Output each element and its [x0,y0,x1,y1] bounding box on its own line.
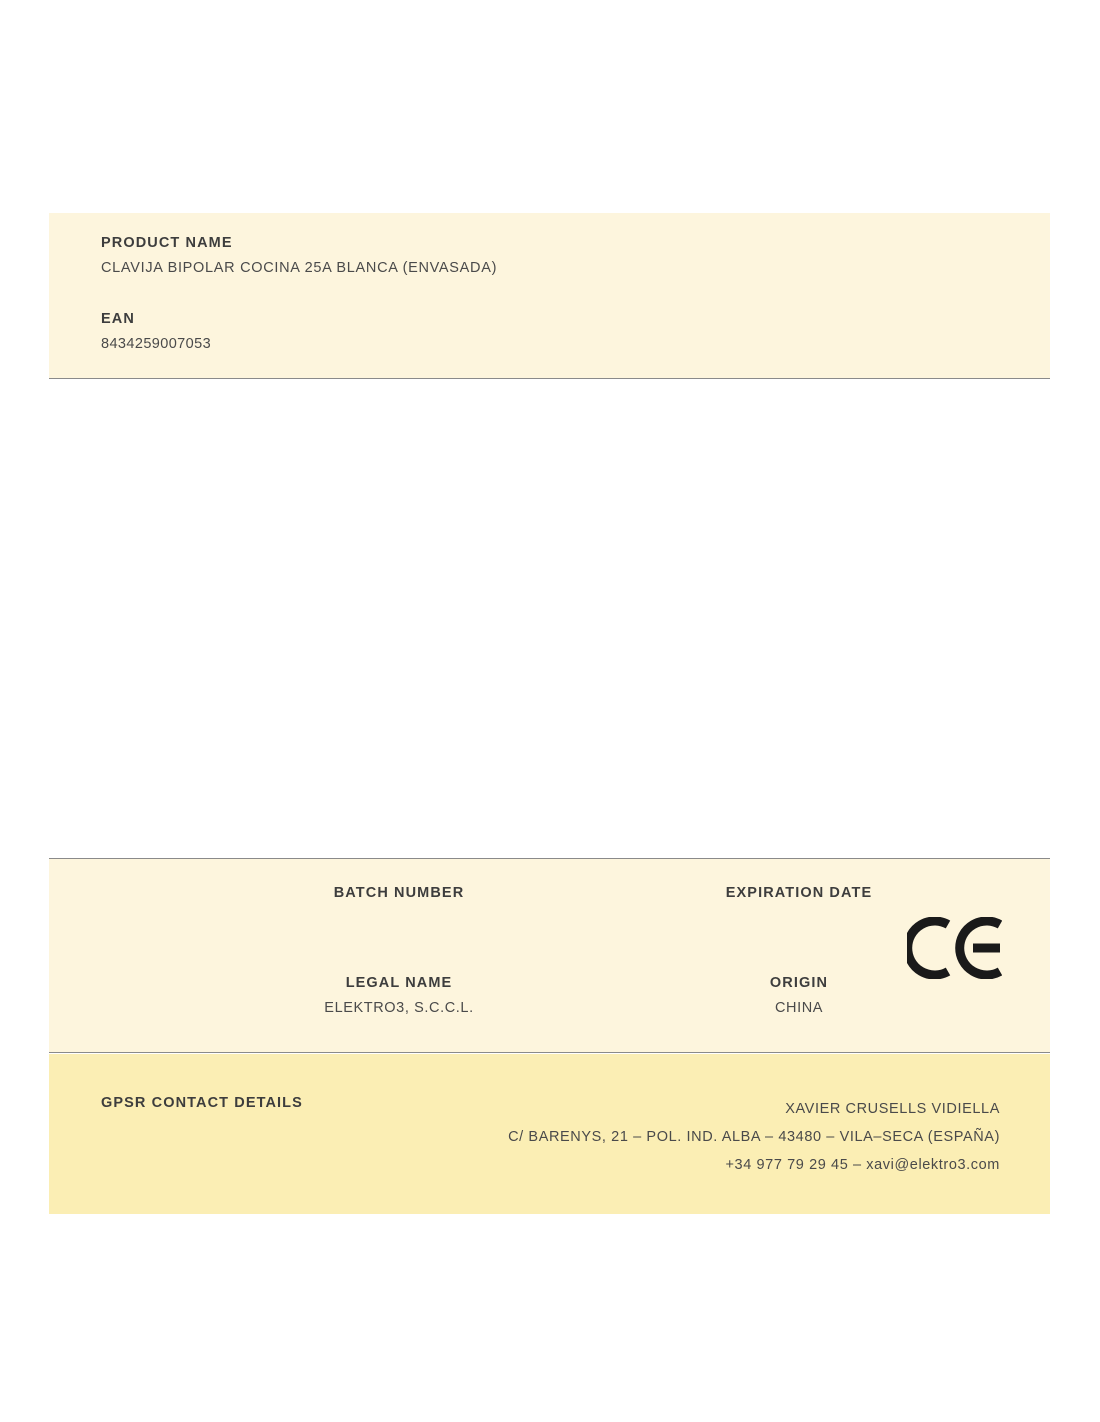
batch-number-cell [229,885,569,910]
product-meta-block [49,858,1050,1053]
gpsr-contact-block [49,1054,1050,1214]
product-info-block [49,213,1050,379]
ce-marking-icon [907,917,1002,979]
batch-number-label: BATCH NUMBER [333,885,465,901]
origin-value: CHINA [774,1000,824,1016]
gpsr-contact-name: XAVIER CRUSELLS VIDIELLA [785,1101,1000,1117]
product-name-row [49,235,1050,276]
origin-label: ORIGIN [769,975,829,991]
ean-value: 8434259007053 [101,336,212,352]
expiration-date-label: EXPIRATION DATE [725,885,873,901]
product-name-label: PRODUCT NAME [101,235,233,251]
expiration-date-cell [629,885,969,910]
meta-grid [49,859,1050,1052]
product-name-value: CLAVIJA BIPOLAR COCINA 25A BLANCA (ENVASADA) [101,260,498,276]
legal-name-value: ELEKTRO3, S.C.C.L. [324,1000,474,1016]
ean-row [49,311,1050,352]
legal-name-label: LEGAL NAME [345,975,453,991]
ean-label: EAN [101,311,135,327]
legal-name-cell [229,975,569,1016]
gpsr-contact-details [508,1095,1000,1179]
origin-cell [629,975,969,1016]
gpsr-contact-phone-email: +34 977 79 29 45 – xavi@elektro3.com [725,1157,1000,1173]
gpsr-contact-label: GPSR CONTACT DETAILS [101,1095,303,1111]
gpsr-contact-address: C/ BARENYS, 21 – POL. IND. ALBA – 43480 – VILA–SECA (ESPAÑA) [508,1129,1000,1145]
